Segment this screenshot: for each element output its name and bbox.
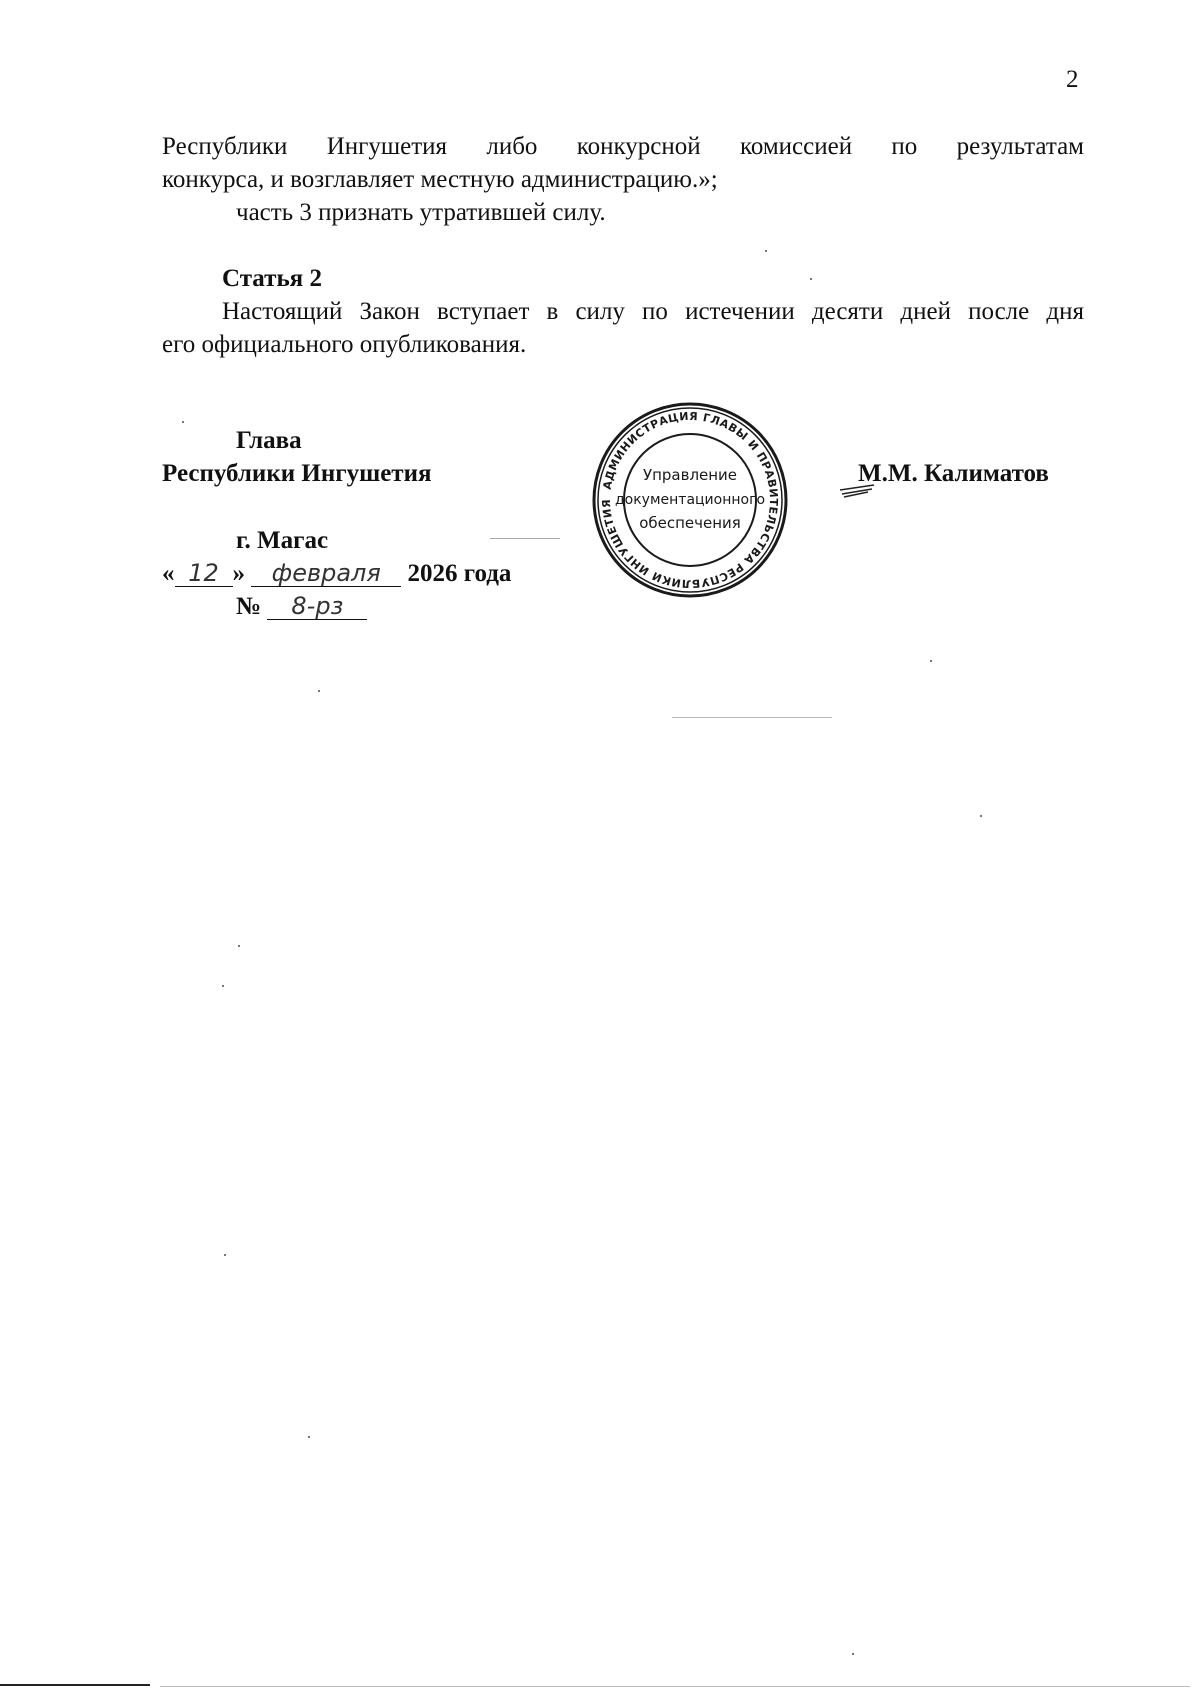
date-line — [162, 557, 511, 590]
stamp-center-line: документационного — [614, 492, 766, 508]
page-number: 2 — [1066, 66, 1079, 93]
date-quote-close: » — [232, 560, 245, 587]
paragraph-line: часть 3 признать утратившей силу. — [236, 199, 606, 226]
date-month: февраля — [251, 560, 401, 587]
article-heading: Статья 2 — [222, 265, 322, 292]
scan-speck — [765, 250, 767, 252]
scan-speck — [810, 278, 812, 280]
scan-line — [490, 538, 560, 539]
signatory-title: Глава — [236, 427, 302, 454]
date-quote-open: « — [162, 560, 175, 587]
signature-mark — [838, 482, 878, 498]
date-day: 12 — [175, 560, 233, 587]
number-line — [236, 590, 367, 623]
place-of-signing: г. Магас — [236, 527, 329, 554]
scan-speck — [308, 1436, 310, 1438]
paragraph-line: его официального опубликования. — [162, 331, 527, 358]
scan-speck — [182, 421, 184, 423]
scan-speck — [852, 1653, 854, 1655]
stamp-center-line: Управление — [642, 466, 738, 484]
scan-line — [672, 717, 832, 718]
scan-speck — [238, 945, 240, 947]
stamp-outer-text: АДМИНИСТРАЦИЯ ГЛАВЫ И ПРАВИТЕЛЬСТВА РЕСПУБЛИКИ ИНГУШЕТИЯ — [599, 409, 781, 591]
signatory-title: Республики Ингушетия — [162, 460, 432, 487]
scan-speck — [222, 985, 224, 987]
article-text — [162, 295, 1084, 328]
number-label: № — [236, 593, 262, 620]
paragraph-line: конкурса, и возглавляет местную администрацию.»; — [162, 166, 718, 193]
scan-speck — [980, 815, 982, 817]
date-year: 2026 года — [407, 560, 512, 587]
official-stamp — [590, 400, 790, 600]
signatory-name: М.М. Калиматов — [858, 460, 1049, 487]
paragraph-line: Настоящий Закон вступает в силу по истечении десяти дней после дня — [222, 298, 1084, 325]
stamp-center-line: обеспечения — [639, 514, 741, 532]
number-value: 8-рз — [267, 593, 367, 620]
paragraph-line: Республики Ингушетия либо конкурсной комиссией по результатам — [162, 133, 1084, 160]
scan-speck — [224, 1254, 226, 1256]
scan-speck — [318, 690, 320, 692]
scan-speck — [930, 660, 932, 662]
scan-line — [160, 1686, 1190, 1687]
bottom-edge-rule — [0, 1684, 150, 1686]
